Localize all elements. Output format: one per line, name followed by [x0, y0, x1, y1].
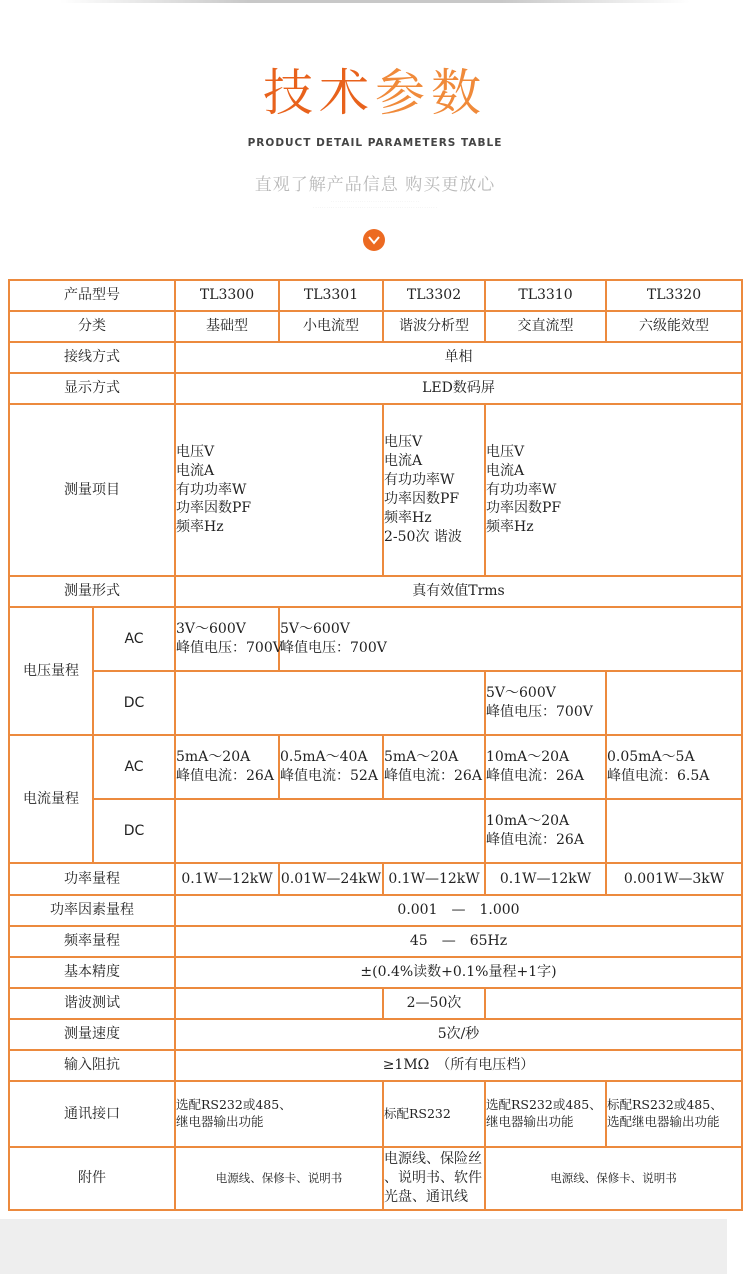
list-item: 有功功率W	[486, 481, 557, 498]
row-label: 附件	[9, 1147, 175, 1210]
comm-tl3302: 标配RS232	[383, 1081, 485, 1147]
comm-text: 继电器输出功能	[486, 1114, 574, 1129]
range-text: 0.05mA～5A	[607, 749, 695, 766]
voltage-ac-others	[279, 607, 742, 671]
table-row-speed	[9, 1019, 742, 1050]
row-label: 测量速度	[9, 1019, 175, 1050]
range-text: 3V～600V	[176, 621, 246, 638]
range-text: 5mA～20A	[384, 749, 459, 766]
harmonic-empty-left	[175, 988, 383, 1019]
model-tl3300: TL3300	[175, 280, 279, 311]
category-tl3310: 交直流型	[485, 311, 606, 342]
comm-tl3300-3301	[175, 1081, 383, 1147]
row-label: 电压量程	[9, 607, 93, 735]
range-text: 5V～600V	[280, 621, 350, 638]
table-row-current-ac	[9, 735, 742, 799]
row-label: 通讯接口	[9, 1081, 175, 1147]
page-title	[0, 58, 750, 128]
list-item: 频率Hz	[486, 519, 534, 536]
row-label: 测量形式	[9, 576, 175, 607]
chevron-down-icon	[368, 235, 380, 245]
list-item: 有功功率W	[176, 481, 247, 498]
comm-text: 选配RS232或485、	[176, 1097, 292, 1113]
subtitle-english: PRODUCT DETAIL PARAMETERS TABLE	[247, 137, 503, 149]
list-item: 电流A	[384, 453, 423, 470]
accessories-tl3310-3320: 电源线、保修卡、说明书	[485, 1147, 742, 1210]
table-row-display	[9, 373, 742, 404]
voltage-ac-tl3300	[175, 607, 283, 671]
sub-label-dc: DC	[93, 799, 175, 863]
model-tl3302: TL3302	[383, 280, 485, 311]
accessories-tl3300-3301: 电源线、保修卡、说明书	[175, 1147, 383, 1210]
freq-range-value: 45 — 65Hz	[175, 926, 742, 957]
peak-text: 峰值电压：700V	[176, 640, 283, 656]
model-tl3301: TL3301	[279, 280, 383, 311]
row-label: 输入阻抗	[9, 1050, 175, 1081]
list-item: 频率Hz	[384, 509, 432, 526]
list-item: 电流A	[486, 462, 525, 479]
list-item: 有功功率W	[384, 472, 455, 489]
table-row-accuracy	[9, 957, 742, 988]
peak-text: 峰值电流：6.5A	[607, 768, 710, 784]
comm-text: 继电器输出功能	[176, 1114, 264, 1129]
speed-value: 5次/秒	[175, 1019, 742, 1050]
peak-text: 峰值电流：26A	[486, 768, 584, 784]
harmonic-tl3302: 2—50次	[383, 988, 485, 1019]
peak-text: 峰值电压：700V	[280, 640, 387, 656]
range-text: 5mA～20A	[176, 749, 251, 766]
category-tl3301: 小电流型	[279, 311, 383, 342]
power-tl3300: 0.1W—12kW	[175, 863, 279, 895]
range-text: 10mA～20A	[486, 813, 570, 830]
peak-text: 峰值电流：26A	[176, 768, 274, 784]
row-label: 分类	[9, 311, 175, 342]
list-item: 功率因数PF	[486, 500, 562, 517]
comm-text: 选配继电器输出功能	[607, 1114, 720, 1129]
list-item: 功率因数PF	[384, 491, 460, 507]
table-row-current-dc	[9, 799, 742, 863]
measure-items-tl3300-3301	[175, 404, 383, 576]
measure-form-value: 真有效值Trms	[175, 576, 742, 607]
current-ac-tl3301	[279, 735, 383, 799]
sub-label-ac: AC	[93, 735, 175, 799]
table-row-freq-range	[9, 926, 742, 957]
harmonic-empty-right	[485, 988, 742, 1019]
power-tl3310: 0.1W—12kW	[485, 863, 606, 895]
comm-text: 标配RS232或485、	[607, 1097, 723, 1113]
power-tl3302: 0.1W—12kW	[383, 863, 485, 895]
current-ac-tl3320	[606, 735, 742, 799]
accessory-text: 光盘、通讯线	[384, 1188, 468, 1205]
power-tl3320: 0.001W—3kW	[606, 863, 742, 895]
pf-range-value: 0.001 — 1.000	[175, 895, 742, 926]
table-row-category	[9, 311, 742, 342]
subtitle-chinese: 直观了解产品信息 购买更放心	[254, 175, 496, 195]
category-tl3320: 六级能效型	[606, 311, 742, 342]
row-label: 显示方式	[9, 373, 175, 404]
table-row-measure-items	[9, 404, 742, 576]
accessory-text: 、说明书、软件	[384, 1170, 482, 1187]
sub-label-dc: DC	[93, 671, 175, 735]
row-label: 谐波测试	[9, 988, 175, 1019]
category-tl3302: 谐波分析型	[383, 311, 485, 342]
current-ac-tl3310	[485, 735, 606, 799]
table-row-impedance	[9, 1050, 742, 1081]
current-ac-tl3302	[383, 735, 485, 799]
title-part-1: 技术	[263, 64, 375, 122]
footer-bar	[0, 1219, 727, 1274]
table-row-comm	[9, 1081, 742, 1147]
row-label: 基本精度	[9, 957, 175, 988]
category-tl3300: 基础型	[175, 311, 279, 342]
table-row-voltage-ac	[9, 607, 742, 671]
parameters-table	[8, 279, 743, 1211]
decorative-fine-print: · · · · · · · · · · · · · · · · · · · · · · · · · · · · · · · · · · · · · · · ·	[331, 200, 419, 204]
decorative-fine-print-2: · · · · · · · · · · · · · · · · · · · · · · · · · · · · · · · · · · · · · · · · · · · · · · · · · · · · · · · ·	[313, 206, 437, 210]
model-tl3310: TL3310	[485, 280, 606, 311]
peak-text: 峰值电流：52A	[280, 768, 378, 784]
list-item: 频率Hz	[176, 519, 224, 536]
row-label: 接线方式	[9, 342, 175, 373]
list-item: 电压V	[486, 443, 525, 460]
accessory-text: 电源线、保险丝	[384, 1151, 482, 1168]
title-part-2: 参数	[375, 64, 487, 122]
model-tl3320: TL3320	[606, 280, 742, 311]
current-dc-empty	[175, 799, 485, 863]
voltage-dc-empty	[175, 671, 485, 735]
row-label: 功率因素量程	[9, 895, 175, 926]
row-label: 功率量程	[9, 863, 175, 895]
voltage-dc-tl3310	[485, 671, 606, 735]
row-label: 电流量程	[9, 735, 93, 863]
voltage-dc-tl3320-empty	[606, 671, 742, 735]
current-dc-tl3320-empty	[606, 799, 742, 863]
row-label: 测量项目	[9, 404, 175, 576]
accuracy-value: ±(0.4%读数+0.1%量程+1字)	[175, 957, 742, 988]
table-row-wiring	[9, 342, 742, 373]
peak-text: 峰值电流：26A	[486, 832, 584, 848]
peak-text: 峰值电流：26A	[384, 768, 482, 784]
display-value: LED数码屏	[175, 373, 742, 404]
table-row-pf-range	[9, 895, 742, 926]
wiring-value: 单相	[175, 342, 742, 373]
list-item: 2-50次 谐波	[384, 528, 462, 545]
table-row-model	[9, 280, 742, 311]
sub-label-ac: AC	[93, 607, 175, 671]
current-ac-tl3300	[175, 735, 279, 799]
range-text: 10mA～20A	[486, 749, 570, 766]
range-text: 0.5mA～40A	[280, 749, 368, 766]
comm-text: 选配RS232或485、	[486, 1097, 602, 1113]
range-text: 5V～600V	[486, 685, 556, 702]
table-row-voltage-dc	[9, 671, 742, 735]
list-item: 功率因数PF	[176, 500, 252, 517]
list-item: 电压V	[176, 443, 215, 460]
impedance-value: ≥1MΩ （所有电压档）	[175, 1050, 742, 1081]
table-row-power-range	[9, 863, 742, 895]
row-label: 产品型号	[9, 280, 175, 311]
current-dc-tl3310	[485, 799, 606, 863]
comm-tl3310	[485, 1081, 606, 1147]
measure-items-tl3302	[383, 404, 485, 576]
power-tl3301: 0.01W—24kW	[279, 863, 383, 895]
scroll-down-button[interactable]	[363, 229, 385, 251]
list-item: 电流A	[176, 462, 215, 479]
row-label: 频率量程	[9, 926, 175, 957]
comm-tl3320	[606, 1081, 742, 1147]
measure-items-tl3310-3320	[485, 404, 742, 576]
peak-text: 峰值电压：700V	[486, 704, 593, 720]
top-divider	[60, 0, 690, 3]
list-item: 电压V	[384, 434, 423, 451]
table-row-measure-form	[9, 576, 742, 607]
table-row-accessories	[9, 1147, 742, 1210]
table-row-harmonic	[9, 988, 742, 1019]
accessories-tl3302	[383, 1147, 485, 1210]
